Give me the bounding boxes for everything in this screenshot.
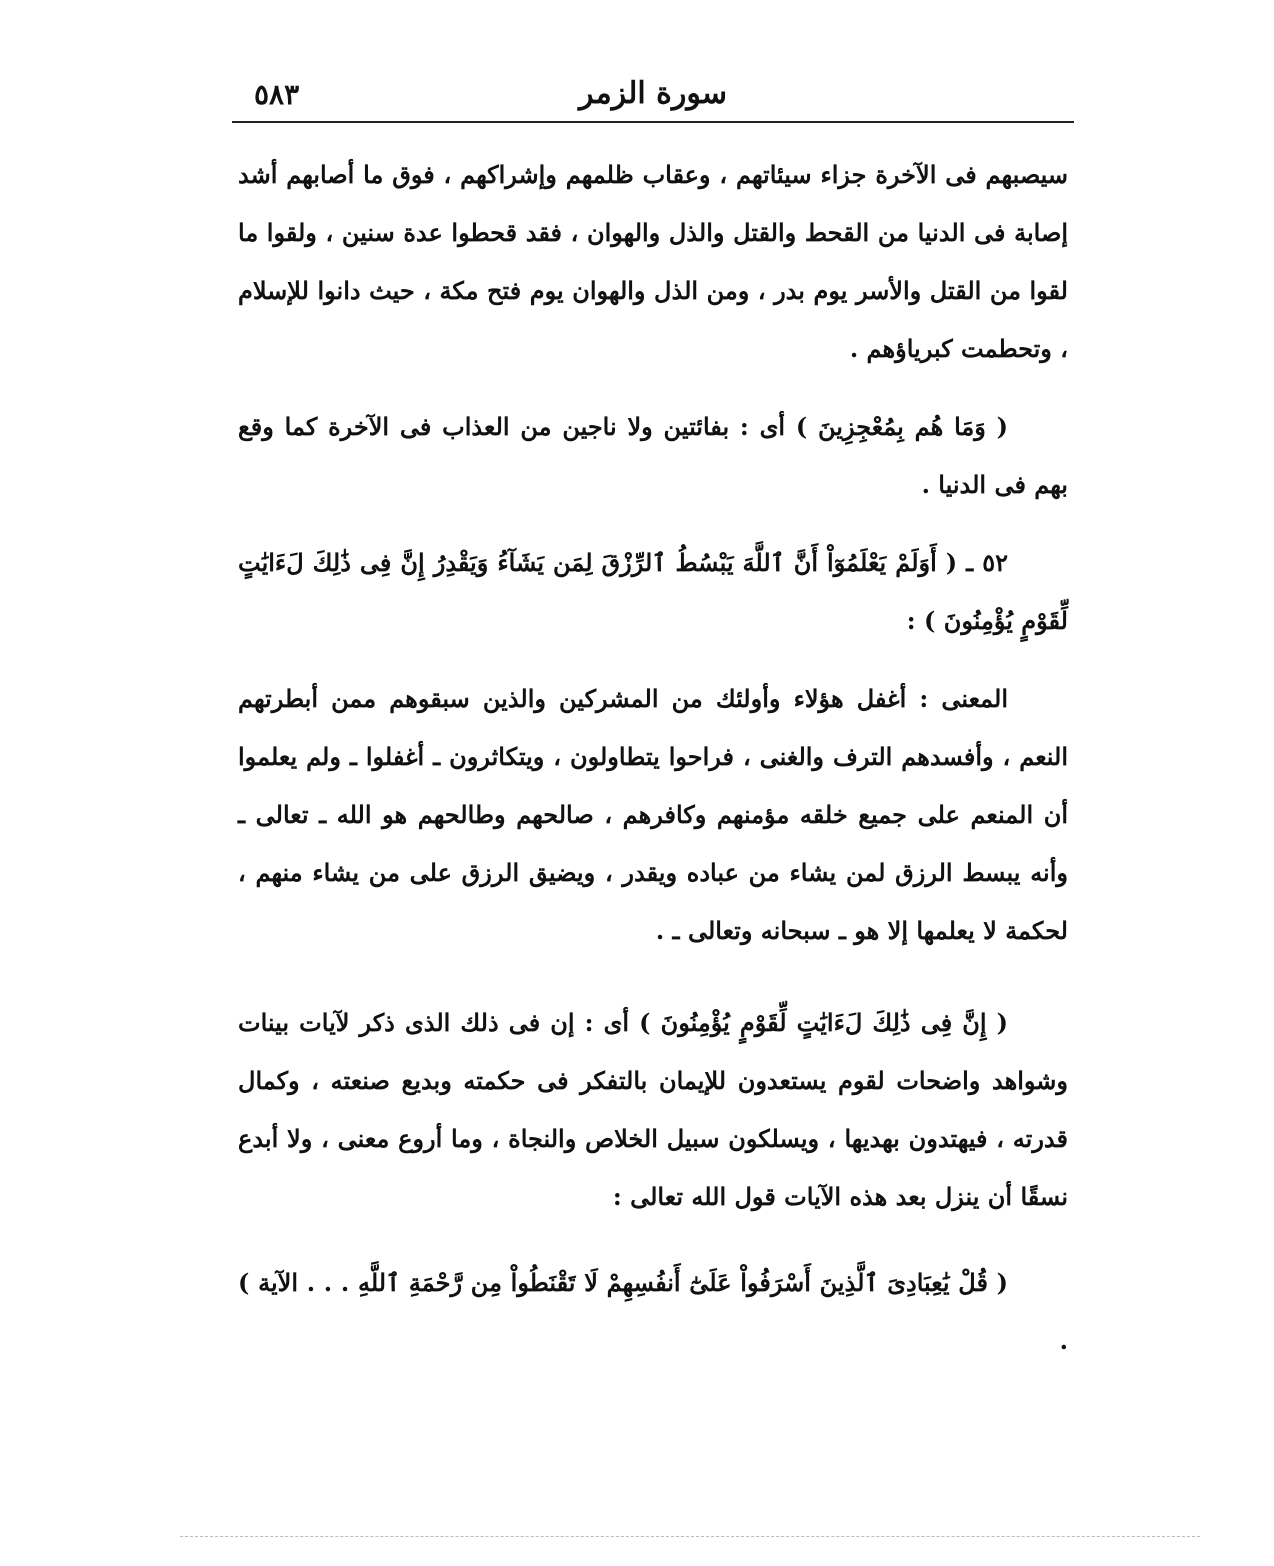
paragraph-meaning: المعنى : أغفل هؤلاء وأولئك من المشركين والذين سبقوهم ممن أبطرتهم النعم ، وأفسدهم الترف والغنى ، فراحوا يتطاولون ، ويتكاثرون ـ أغفلوا ـ ولم يعلموا أن المنعم على جميع خلقه مؤمنهم وكافرهم ، صالحهم وطالحهم هو الله ـ تعالى ـ وأنه يبسط الرزق لمن يشاء من عباده ويقدر ، ويضيق الرزق على من يشاء منهم ، لحكمة لا يعلمها إلا هو ـ سبحانه وتعالى ـ . (238, 684, 1068, 945)
paragraph-continuation: سيصبهم فى الآخرة جزاء سيئاتهم ، وعقاب ظلمهم وإشراكهم ، فوق ما أصابهم أشد إصابة فى الدنيا من القحط والقتل والذل والهوان ، فقد قحطوا عدة سنين ، ولقوا ما لقوا من القتل والأسر يوم بدر ، ومن الذل والهوان يوم فتح مكة ، حيث دانوا للإسلام ، وتحطمت كبرياؤهم . (238, 160, 1068, 363)
verse-52: ٥٢ ـ ( أَوَلَمْ يَعْلَمُوٓاْ أَنَّ ٱللَّهَ يَبْسُطُ ٱلرِّزْقَ لِمَن يَشَآءُ وَيَقْدِرُ إِنَّ فِى ذَٰلِكَ لَءَايَٰتٍ لِّقَوْمٍ يُؤْمِنُونَ ) : (238, 548, 1068, 635)
page-number: ٥٨٣ (254, 78, 300, 111)
header-divider (232, 121, 1074, 123)
bottom-edge-line (180, 1536, 1200, 1537)
quoted-verse: ( قُلْ يَٰعِبَادِىَ ٱلَّذِينَ أَسْرَفُواْ عَلَىٰٓ أَنفُسِهِمْ لَا تَقْنَطُواْ مِن رَّحْمَةِ ٱللَّهِ . . . الآية ) . (238, 1268, 1068, 1355)
surah-title: سورة الزمر (579, 76, 727, 111)
body-text (238, 146, 1068, 1370)
paragraph-verse-explanation: ( وَمَا هُم بِمُعْجِزِينَ ) أى : بفائتين ولا ناجين من العذاب فى الآخرة كما وقع بهم فى الدنيا . (238, 412, 1068, 499)
paragraph-verse-commentary: ( إِنَّ فِى ذَٰلِكَ لَءَايَٰتٍ لِّقَوْمٍ يُؤْمِنُونَ ) أى : إن فى ذلك الذى ذكر لآيات بينات وشواهد واضحات لقوم يستعدون للإيمان بالتفكر فى حكمته وبديع صنعته ، وكمال قدرته ، فيهتدون بهديها ، ويسلكون سبيل الخلاص والنجاة ، وما أروع معنى ، ولا أبدع نسقًا أن ينزل بعد هذه الآيات قول الله تعالى : (238, 1008, 1068, 1211)
page-header (232, 76, 1074, 122)
